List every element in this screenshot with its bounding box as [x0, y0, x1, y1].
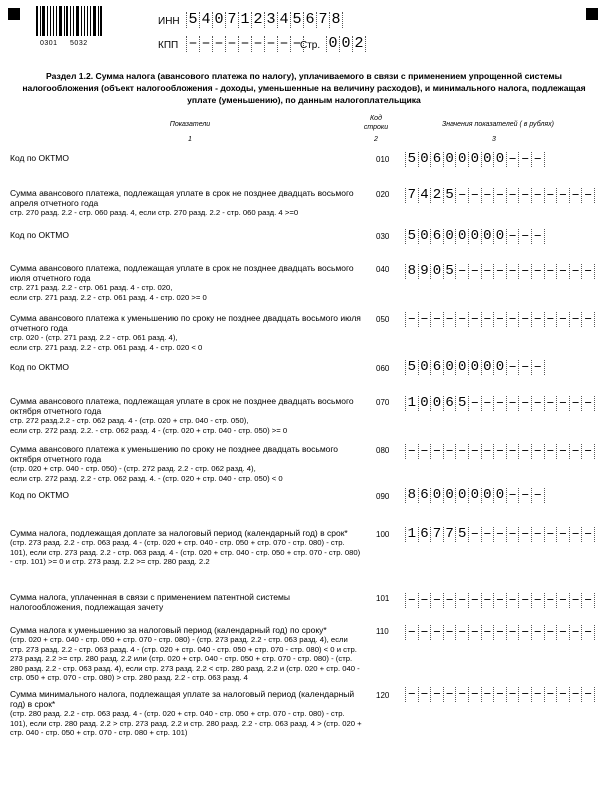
value-field-101[interactable]	[405, 593, 595, 610]
char-cell: –	[518, 687, 531, 702]
kpp-label: КПП	[158, 40, 179, 51]
char-cell: –	[493, 444, 506, 459]
value-field-060[interactable]	[405, 360, 545, 377]
char-cell: 7	[316, 12, 329, 28]
char-cell: –	[544, 312, 557, 327]
char-cell: –	[544, 188, 557, 203]
char-cell: –	[518, 396, 531, 411]
char-cell: 0	[493, 229, 506, 244]
char-cell: –	[405, 687, 418, 702]
char-cell: –	[581, 625, 595, 640]
indicator-row-101	[10, 592, 362, 612]
char-cell: –	[518, 188, 531, 203]
char-cell: –	[531, 396, 544, 411]
char-cell: –	[405, 593, 418, 608]
column-number-1: 1	[188, 136, 192, 143]
char-cell: 3	[264, 12, 277, 28]
char-cell: –	[569, 264, 582, 279]
row-code: 070	[376, 398, 390, 407]
section-title: Раздел 1.2. Сумма налога (авансового платежа по налогу), уплачиваемого в связи с применением упрощенной системы налогообложения (объект налогообложения - доходы, уменьшенные на величину расходов), и минимального налога, подлежащая уплате (уменьшению), по данным налогоплательщика	[22, 71, 586, 105]
char-cell: –	[468, 312, 481, 327]
char-cell: 0	[443, 229, 456, 244]
indicator-label: Код по ОКТМО	[10, 490, 69, 500]
char-cell: 1	[238, 12, 251, 28]
kpp-field[interactable]	[186, 36, 304, 54]
char-cell: 0	[455, 229, 468, 244]
indicator-row-010	[10, 153, 362, 163]
char-cell: –	[430, 687, 443, 702]
char-cell: 0	[481, 360, 494, 375]
char-cell: –	[418, 593, 431, 608]
char-cell: –	[430, 625, 443, 640]
char-cell: –	[506, 625, 519, 640]
indicator-label: Сумма авансового платежа, подлежащая уплате в срок не позднее двадцать восьмого апреля отчетного года	[10, 188, 354, 208]
value-field-030[interactable]	[405, 229, 545, 246]
char-cell: –	[531, 625, 544, 640]
barcode	[36, 6, 104, 36]
char-cell: 0	[430, 396, 443, 411]
char-cell: 0	[455, 152, 468, 167]
char-cell: –	[518, 527, 531, 542]
char-cell: –	[418, 444, 431, 459]
char-cell: 8	[405, 488, 418, 503]
char-cell: –	[481, 687, 494, 702]
char-cell: –	[481, 396, 494, 411]
char-cell: –	[493, 188, 506, 203]
char-cell: –	[569, 687, 582, 702]
corner-marker-left	[8, 8, 20, 20]
value-field-110[interactable]	[405, 625, 595, 642]
char-cell: –	[569, 188, 582, 203]
char-cell: 0	[468, 360, 481, 375]
row-code: 060	[376, 364, 390, 373]
char-cell: –	[506, 360, 519, 375]
char-cell: –	[468, 687, 481, 702]
char-cell: –	[531, 229, 545, 244]
char-cell: –	[506, 593, 519, 608]
char-cell: 7	[430, 527, 443, 542]
char-cell: –	[569, 593, 582, 608]
char-cell: 0	[418, 152, 431, 167]
char-cell: 0	[326, 36, 339, 52]
column-header-indicators: Показатели	[169, 121, 211, 128]
char-cell: –	[468, 527, 481, 542]
char-cell: –	[531, 188, 544, 203]
char-cell: –	[468, 593, 481, 608]
char-cell: 7	[405, 188, 418, 203]
indicator-row-050	[10, 313, 362, 352]
indicator-row-080	[10, 444, 362, 483]
char-cell: –	[506, 152, 519, 167]
char-cell: –	[455, 444, 468, 459]
char-cell: –	[518, 444, 531, 459]
char-cell: –	[544, 625, 557, 640]
char-cell: –	[493, 527, 506, 542]
char-cell: 0	[443, 360, 456, 375]
char-cell: 6	[430, 360, 443, 375]
char-cell: 6	[430, 152, 443, 167]
char-cell: 8	[329, 12, 343, 28]
value-field-070[interactable]	[405, 396, 595, 413]
char-cell: –	[569, 444, 582, 459]
char-cell: –	[581, 396, 595, 411]
value-field-010[interactable]	[405, 152, 545, 169]
char-cell: –	[531, 312, 544, 327]
char-cell: –	[264, 36, 277, 52]
char-cell: –	[556, 264, 569, 279]
char-cell: –	[251, 36, 264, 52]
row-code: 101	[376, 594, 390, 603]
char-cell: –	[238, 36, 251, 52]
char-cell: –	[544, 527, 557, 542]
char-cell: –	[468, 264, 481, 279]
column-header-code: Код строки	[363, 115, 389, 131]
char-cell: –	[569, 396, 582, 411]
char-cell: –	[405, 312, 418, 327]
indicator-row-120	[10, 689, 362, 738]
char-cell: –	[405, 444, 418, 459]
char-cell: –	[443, 593, 456, 608]
char-cell: 4	[199, 12, 212, 28]
row-code: 100	[376, 530, 390, 539]
char-cell: –	[531, 152, 545, 167]
char-cell: –	[468, 396, 481, 411]
char-cell: 0	[481, 152, 494, 167]
char-cell: 5	[186, 12, 199, 28]
char-cell: –	[481, 444, 494, 459]
char-cell: –	[455, 687, 468, 702]
char-cell: 0	[468, 152, 481, 167]
row-code: 010	[376, 155, 390, 164]
char-cell: –	[531, 488, 545, 503]
char-cell: 8	[405, 264, 418, 279]
indicator-formula: стр. 020 - (стр. 271 разд. 2.2 - стр. 061 разд. 4), если стр. 271 разд. 2.2 - стр. 061 разд. 4 - стр. 020 < 0	[10, 333, 203, 352]
char-cell: –	[531, 593, 544, 608]
char-cell: 0	[418, 396, 431, 411]
char-cell: –	[493, 264, 506, 279]
char-cell: 1	[405, 527, 418, 542]
char-cell: 6	[430, 229, 443, 244]
char-cell: –	[518, 229, 531, 244]
char-cell: 5	[405, 360, 418, 375]
char-cell: –	[481, 264, 494, 279]
column-header-values: Значения показателей ( в рублях)	[441, 121, 555, 128]
char-cell: –	[481, 625, 494, 640]
char-cell: –	[430, 444, 443, 459]
char-cell: –	[531, 360, 545, 375]
char-cell: –	[506, 312, 519, 327]
char-cell: 0	[339, 36, 352, 52]
row-code: 040	[376, 265, 390, 274]
char-cell: –	[405, 625, 418, 640]
char-cell: –	[506, 488, 519, 503]
indicator-formula: стр. 270 разд. 2.2 - стр. 060 разд. 4, если стр. 270 разд. 2.2 - стр. 060 разд. 4 >=0	[10, 208, 299, 217]
barcode-digits-right: 5032	[70, 40, 88, 47]
value-field-090[interactable]	[405, 488, 545, 505]
indicator-row-110	[10, 625, 362, 683]
char-cell: –	[581, 188, 595, 203]
char-cell: –	[518, 152, 531, 167]
char-cell: 6	[443, 396, 456, 411]
char-cell: –	[186, 36, 199, 52]
char-cell: –	[225, 36, 238, 52]
value-field-050[interactable]	[405, 312, 595, 329]
char-cell: –	[518, 488, 531, 503]
char-cell: –	[506, 396, 519, 411]
indicator-label: Код по ОКТМО	[10, 362, 69, 372]
char-cell: 0	[481, 488, 494, 503]
char-cell: –	[506, 444, 519, 459]
char-cell: –	[581, 264, 595, 279]
char-cell: –	[506, 264, 519, 279]
char-cell: –	[531, 264, 544, 279]
char-cell: –	[544, 444, 557, 459]
char-cell: –	[455, 625, 468, 640]
indicator-row-070	[10, 396, 362, 435]
char-cell: –	[556, 687, 569, 702]
char-cell: –	[518, 264, 531, 279]
page-number-field[interactable]	[326, 36, 366, 54]
char-cell: –	[481, 593, 494, 608]
char-cell: –	[455, 312, 468, 327]
char-cell: –	[493, 396, 506, 411]
char-cell: 5	[405, 229, 418, 244]
char-cell: 5	[405, 152, 418, 167]
char-cell: –	[443, 312, 456, 327]
char-cell: –	[455, 593, 468, 608]
char-cell: –	[455, 188, 468, 203]
char-cell: –	[468, 444, 481, 459]
char-cell: –	[290, 36, 304, 52]
char-cell: 1	[405, 396, 418, 411]
char-cell: 2	[430, 188, 443, 203]
char-cell: 5	[455, 396, 468, 411]
char-cell: –	[443, 687, 456, 702]
char-cell: –	[212, 36, 225, 52]
char-cell: –	[556, 593, 569, 608]
char-cell: 0	[212, 12, 225, 28]
char-cell: –	[199, 36, 212, 52]
char-cell: –	[531, 687, 544, 702]
char-cell: 0	[468, 229, 481, 244]
char-cell: –	[569, 312, 582, 327]
char-cell: 0	[481, 229, 494, 244]
char-cell: –	[506, 527, 519, 542]
char-cell: –	[430, 312, 443, 327]
row-code: 050	[376, 315, 390, 324]
inn-label: ИНН	[158, 16, 180, 27]
indicator-label: Сумма минимального налога, подлежащая уплате за налоговый период (календарный год) в срок*	[10, 689, 355, 709]
char-cell: 5	[290, 12, 303, 28]
char-cell: –	[581, 593, 595, 608]
char-cell: 0	[430, 488, 443, 503]
char-cell: –	[556, 312, 569, 327]
value-field-020[interactable]	[405, 188, 595, 205]
char-cell: –	[418, 312, 431, 327]
indicator-label: Код по ОКТМО	[10, 153, 69, 163]
char-cell: –	[544, 593, 557, 608]
char-cell: 0	[430, 264, 443, 279]
row-code: 080	[376, 446, 390, 455]
char-cell: –	[493, 312, 506, 327]
char-cell: 6	[303, 12, 316, 28]
char-cell: 0	[468, 488, 481, 503]
indicator-label: Сумма авансового платежа к уменьшению по сроку не позднее двадцать восьмого октября отчетного года	[10, 444, 339, 464]
char-cell: 4	[277, 12, 290, 28]
char-cell: –	[581, 527, 595, 542]
value-field-100[interactable]	[405, 527, 595, 544]
value-field-080[interactable]	[405, 444, 595, 461]
page-label: Стр.	[300, 40, 321, 51]
indicator-label: Сумма авансового платежа, подлежащая уплате в срок не позднее двадцать восьмого октября отчетного года	[10, 396, 354, 416]
char-cell: –	[493, 593, 506, 608]
char-cell: 0	[493, 152, 506, 167]
char-cell: –	[581, 687, 595, 702]
barcode-digits-left: 0301	[40, 40, 58, 47]
indicator-row-020	[10, 188, 362, 218]
char-cell: –	[569, 625, 582, 640]
indicator-formula: (стр. 273 разд. 2.2 - стр. 063 разд. 4 - (стр. 020 + стр. 040 - стр. 050 + стр. 070 - стр. 080) - стр. 101), если стр. 273 разд. 2.2 - стр. 063 разд. 4 - (стр. 020 + стр. 040 - стр. 050 + стр. 070 - стр. 080) - стр. 101) >= 0 и стр. 273 разд. 2.2 >= стр. 280 разд. 2.2	[10, 538, 361, 567]
indicator-formula: (стр. 020 + стр. 040 - стр. 050) - (стр. 272 разд. 2.2 - стр. 062 разд. 4), если стр. 272 разд. 2.2 - стр. 062 разд. 4. - (стр. 020 + стр. 040 - стр. 050) < 0	[10, 464, 283, 483]
char-cell: –	[544, 687, 557, 702]
char-cell: 5	[455, 527, 468, 542]
char-cell: –	[556, 527, 569, 542]
char-cell: –	[581, 312, 595, 327]
char-cell: –	[506, 229, 519, 244]
char-cell: –	[481, 527, 494, 542]
column-number-2: 2	[374, 136, 378, 143]
char-cell: –	[430, 593, 443, 608]
column-number-3: 3	[492, 136, 496, 143]
char-cell: 0	[418, 229, 431, 244]
indicator-label: Сумма авансового платежа к уменьшению по сроку не позднее двадцать восьмого июля отчетного года	[10, 313, 361, 333]
value-field-120[interactable]	[405, 687, 595, 704]
char-cell: –	[493, 687, 506, 702]
char-cell: –	[277, 36, 290, 52]
char-cell: –	[556, 188, 569, 203]
char-cell: –	[556, 396, 569, 411]
char-cell: 2	[352, 36, 366, 52]
row-code: 020	[376, 190, 390, 199]
char-cell: –	[518, 625, 531, 640]
indicator-row-040	[10, 263, 362, 302]
inn-field[interactable]	[186, 12, 343, 30]
indicator-row-090	[10, 490, 362, 500]
char-cell: –	[481, 312, 494, 327]
char-cell: –	[569, 527, 582, 542]
char-cell: –	[506, 687, 519, 702]
char-cell: –	[556, 625, 569, 640]
indicator-label: Сумма налога, уплаченная в связи с применением патентной системы налогообложения, подлежащая зачету	[10, 592, 290, 612]
char-cell: –	[518, 312, 531, 327]
indicator-formula: (стр. 280 разд. 2.2 - стр. 063 разд. 4 - (стр. 020 + стр. 040 - стр. 050 + стр. 070 - стр. 080) - стр. 101), если стр. 280 разд. 2.2 > стр. 273 разд. 2.2 и стр. 280 разд. 2.2 - стр. 063 разд. 4 > (стр. 020 + стр. 040 - стр. 050 + стр. 070 - стр. 080 + стр. 101)	[10, 709, 362, 738]
indicator-formula: стр. 272 разд.2.2 - стр. 062 разд. 4 - (стр. 020 + стр. 040 - стр. 050), если стр. 272 разд. 2.2. - стр. 062 разд. 4 - (стр. 020 + стр. 040 - стр. 050) >= 0	[10, 416, 288, 435]
char-cell: –	[518, 360, 531, 375]
char-cell: –	[518, 593, 531, 608]
char-cell: –	[418, 625, 431, 640]
char-cell: 0	[443, 488, 456, 503]
row-code: 090	[376, 492, 390, 501]
value-field-040[interactable]	[405, 264, 595, 281]
indicator-formula: (стр. 020 + стр. 040 - стр. 050 + стр. 070 - стр. 080) - (стр. 273 разд. 2.2 - стр. 063 разд. 4), если стр. 273 разд. 2.2 - стр. 063 разд. 4 - (стр. 020 + стр. 040 - стр. 050 + стр. 070 - стр. 080) < 0 и стр. 273 разд. 2.2 >= стр. 280 разд. 2.2 или (стр. 020 + стр. 040 - стр. 050 + стр. 070 - стр. 080) - (стр. 280 разд. 2.2 - стр. 063 разд. 4), если стр. 273 разд. 2.2 < стр. 280 разд. 2.2 и (стр. 020 + стр. 040 - стр. 050 + стр. 070 - стр. 080) > стр. 280 разд. 2.2 - стр. 063 разд. 4	[10, 635, 360, 683]
row-code: 030	[376, 232, 390, 241]
char-cell: –	[443, 625, 456, 640]
char-cell: –	[468, 625, 481, 640]
char-cell: 7	[225, 12, 238, 28]
indicator-label: Сумма налога к уменьшению за налоговый период (календарный год) по сроку*	[10, 625, 327, 635]
char-cell: 7	[443, 527, 456, 542]
char-cell: 2	[251, 12, 264, 28]
char-cell: –	[493, 625, 506, 640]
barcode-digits	[40, 40, 98, 47]
char-cell: –	[531, 444, 544, 459]
char-cell: 0	[443, 152, 456, 167]
corner-marker-right	[586, 8, 598, 20]
char-cell: –	[581, 444, 595, 459]
char-cell: 6	[418, 488, 431, 503]
char-cell: 0	[493, 488, 506, 503]
indicator-row-030	[10, 230, 362, 240]
char-cell: 6	[418, 527, 431, 542]
row-code: 110	[376, 627, 389, 636]
indicator-formula: стр. 271 разд. 2.2 - стр. 061 разд. 4 - стр. 020, если стр. 271 разд. 2.2 - стр. 061 разд. 4 - стр. 020 >= 0	[10, 283, 207, 302]
char-cell: 4	[418, 188, 431, 203]
char-cell: –	[556, 444, 569, 459]
char-cell: –	[468, 188, 481, 203]
char-cell: 0	[455, 488, 468, 503]
char-cell: –	[481, 188, 494, 203]
char-cell: 0	[418, 360, 431, 375]
indicator-label: Сумма налога, подлежащая доплате за налоговый период (календарный год) в срок*	[10, 528, 348, 538]
char-cell: –	[506, 188, 519, 203]
indicator-label: Код по ОКТМО	[10, 230, 69, 240]
char-cell: 0	[493, 360, 506, 375]
char-cell: 5	[443, 188, 456, 203]
indicator-label: Сумма авансового платежа, подлежащая уплате в срок не позднее двадцать восьмого июля отчетного года	[10, 263, 354, 283]
char-cell: –	[418, 687, 431, 702]
row-code: 120	[376, 691, 390, 700]
char-cell: 0	[455, 360, 468, 375]
char-cell: 9	[418, 264, 431, 279]
char-cell: –	[544, 396, 557, 411]
char-cell: –	[531, 527, 544, 542]
char-cell: –	[443, 444, 456, 459]
char-cell: –	[455, 264, 468, 279]
indicator-row-060	[10, 362, 362, 372]
char-cell: –	[544, 264, 557, 279]
char-cell: 5	[443, 264, 456, 279]
indicator-row-100	[10, 528, 362, 567]
